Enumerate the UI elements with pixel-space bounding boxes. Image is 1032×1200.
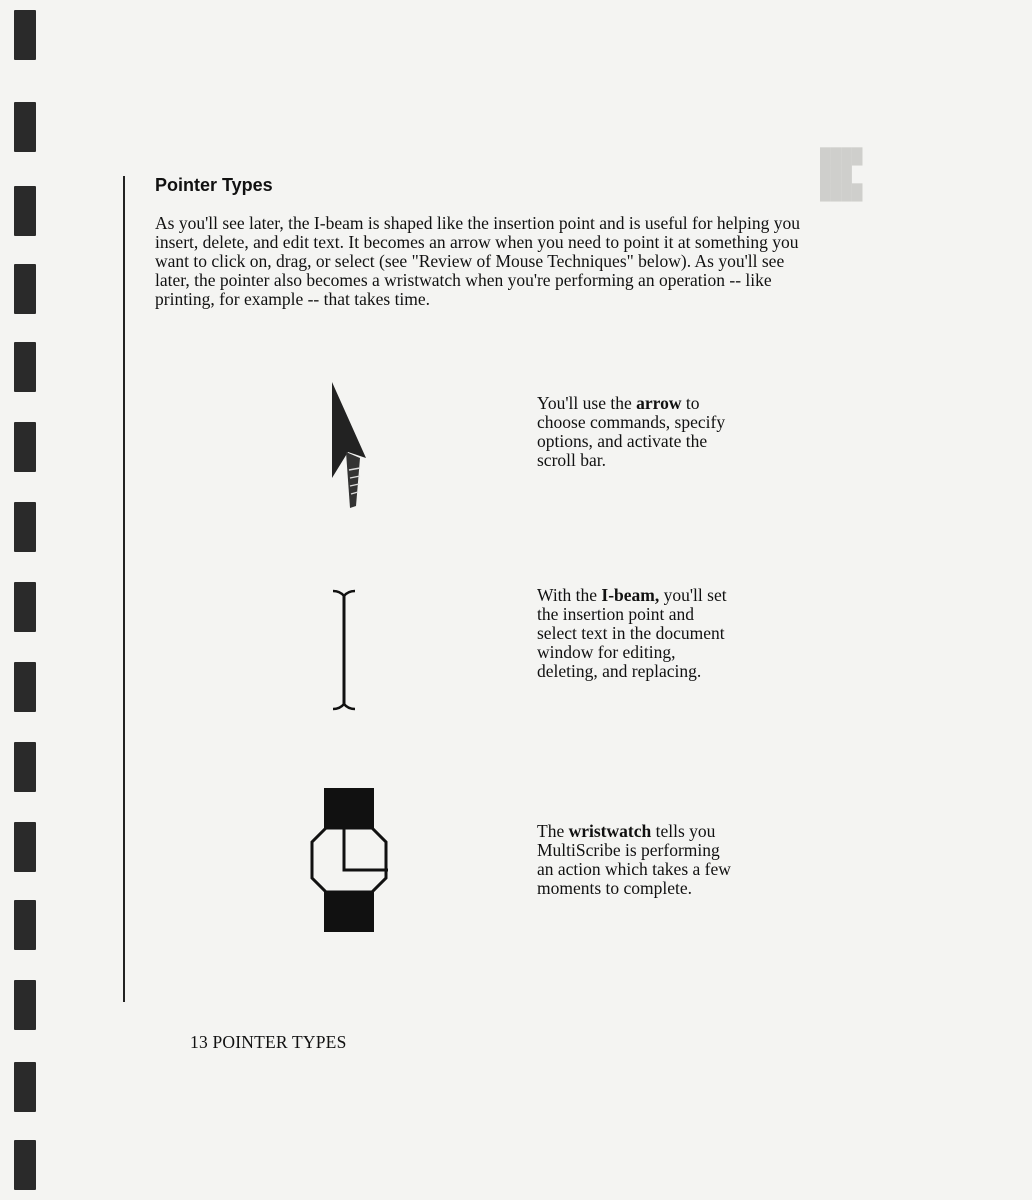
bleed-through-shadow: ████ ███ ████	[820, 148, 863, 201]
binding-hole	[14, 980, 36, 1030]
spiral-binding	[14, 0, 38, 1200]
section-heading: Pointer Types	[155, 175, 273, 195]
binding-hole	[14, 742, 36, 792]
page-footer: 13 POINTER TYPES	[190, 1032, 347, 1052]
arrow-term: arrow	[636, 393, 682, 413]
binding-hole	[14, 502, 36, 552]
intro-paragraph: As you'll see later, the I-beam is shaped like the insertion point and is useful for helping you insert, delete, and edit text. It becomes an arrow when you need to point it at something you want to click on, drag, or select (see "Review of Mouse Techniques" below). As you'll see later, the pointer also becomes a wristwatch when you're performing an operation -- like printing, for example -- that takes time.	[155, 213, 800, 309]
binding-hole	[14, 102, 36, 152]
binding-hole	[14, 900, 36, 950]
binding-hole	[14, 822, 36, 872]
arrow-caption: You'll use the arrow to choose commands, specify options, and activate the scroll bar.	[537, 393, 726, 470]
binding-hole	[14, 1140, 36, 1190]
arrow-pointer-icon	[320, 378, 380, 518]
margin-rule	[123, 176, 125, 1002]
binding-hole	[14, 264, 36, 314]
binding-hole	[14, 186, 36, 236]
i-beam-pointer-icon	[330, 588, 362, 719]
wristwatch-pointer-icon	[306, 786, 394, 939]
binding-hole	[14, 342, 36, 392]
i-beam-caption: With the I-beam, you'll set the insertion point and select text in the document window for editing, deleting, and replacing.	[537, 585, 727, 681]
wristwatch-term: wristwatch	[568, 821, 652, 841]
binding-hole	[14, 662, 36, 712]
binding-hole	[14, 422, 36, 472]
binding-hole	[14, 1062, 36, 1112]
binding-hole	[14, 582, 36, 632]
i-beam-term: I-beam,	[601, 585, 660, 605]
wristwatch-caption: The wristwatch tells you MultiScribe is performing an action which takes a few moments to complete.	[537, 821, 731, 898]
binding-hole	[14, 10, 36, 60]
